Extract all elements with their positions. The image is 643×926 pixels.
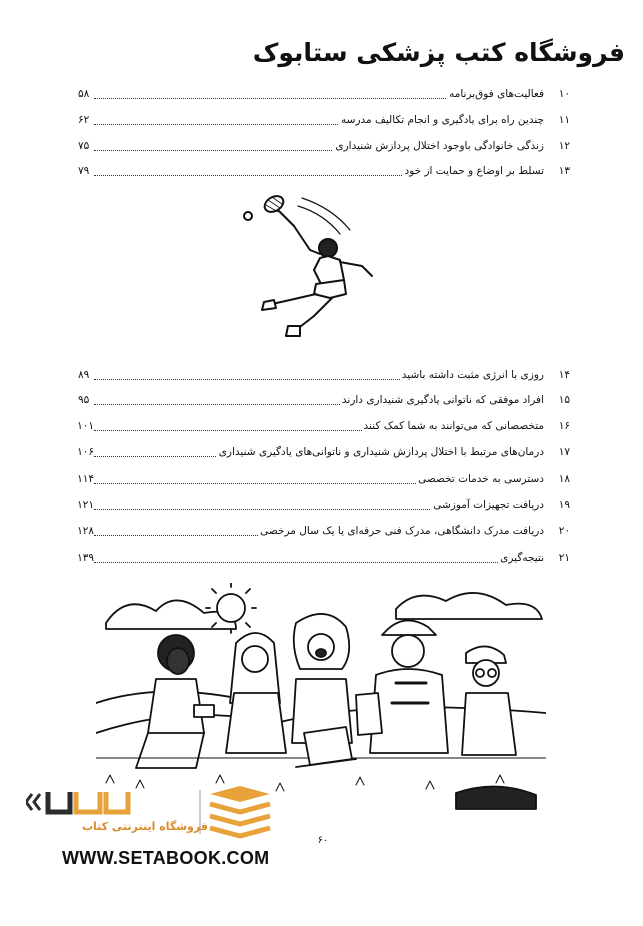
logo-subtitle: فروشگاه اینترنتی کتاب [82,820,208,833]
toc-chapter-title: درمان‌های مرتبط با اختلال پردازش شنیداری و ناتوانی‌های یادگیری شنیداری [218,446,544,458]
toc-chapter-number: ۱۹ [558,499,570,511]
toc-row[interactable] [78,444,570,460]
toc-page-number: ۱۲۸ [77,525,94,537]
toc-chapter-number: ۱۵ [558,394,570,406]
toc-chapter-number: ۱۲ [558,140,570,152]
toc-page-number: ۵۸ [78,86,94,102]
friends-picnic-illustration [96,583,546,813]
toc-chapter-number: ۱۱ [558,114,570,126]
page-number: ۶۰ [317,835,329,846]
toc-chapter-title: چندین راه برای یادگیری و انجام تکالیف مدرسه [341,114,544,126]
toc-chapter-number: ۱۰ [558,88,570,100]
toc-row[interactable] [78,471,570,487]
toc-page-number: ۶۲ [78,112,94,128]
toc-row[interactable] [78,418,570,434]
toc-page-number: ۷۹ [78,163,94,179]
toc-page-number: ۹۵ [78,392,94,408]
setabook-logo [26,786,276,846]
toc-row[interactable] [78,497,570,513]
toc-row[interactable] [78,86,570,102]
toc-chapter-title: دسترسی به خدمات تخصصی [418,473,544,485]
toc-chapter-number: ۲۱ [558,552,570,564]
page-title: فروشگاه کتب پزشکی ستابوک [252,38,625,67]
toc-page-number: ۸۹ [78,367,94,383]
toc-page-number: ۱۰۱ [77,420,94,432]
toc-chapter-title: فعالیت‌های فوق‌برنامه [449,88,544,100]
toc-leader [94,562,544,563]
toc-row[interactable] [78,550,570,566]
toc-chapter-number: ۱۳ [558,165,570,177]
toc-page-number: ۷۵ [78,138,94,154]
toc-chapter-title: روزی با انرژی مثبت داشته باشید [401,369,544,381]
toc-chapter-number: ۱۴ [558,369,570,381]
toc-chapter-title: نتیجه‌گیری [500,552,544,564]
toc-row[interactable] [78,163,570,179]
website-url[interactable]: WWW.SETABOOK.COM [62,848,270,868]
toc-chapter-number: ۱۷ [558,446,570,458]
toc-page-number: ۱۲۱ [77,499,94,511]
setabook-logo-mark [26,786,276,846]
toc-page-number: ۱۳۹ [77,552,94,564]
toc-page-number: ۱۰۶ [77,446,94,458]
toc-chapter-title: دریافت تجهیزات آموزشی [433,499,544,511]
toc-chapter-title: افراد موفقی که ناتوانی یادگیری شنیداری دارند [341,394,544,406]
toc-chapter-number: ۱۸ [558,473,570,485]
toc-chapter-number: ۱۶ [558,420,570,432]
toc-chapter-title: دریافت مدرک دانشگاهی، مدرک فنی حرفه‌ای یا یک سال مرخصی [260,525,544,537]
toc-row[interactable] [78,392,570,408]
tennis-player-illustration [232,190,392,350]
toc-row[interactable] [78,112,570,128]
toc-row[interactable] [78,523,570,539]
toc-row[interactable] [78,367,570,383]
toc-row[interactable] [78,138,570,154]
toc-chapter-title: زندگی خانوادگی باوجود اختلال پردازش شنیداری [335,140,544,152]
toc-page-number: ۱۱۴ [77,473,94,485]
toc-chapter-number: ۲۰ [558,525,570,537]
toc-chapter-title: متخصصانی که می‌توانند به شما کمک کنند [363,420,544,432]
toc-chapter-title: تسلط بر اوضاع و حمایت از خود [404,165,544,177]
